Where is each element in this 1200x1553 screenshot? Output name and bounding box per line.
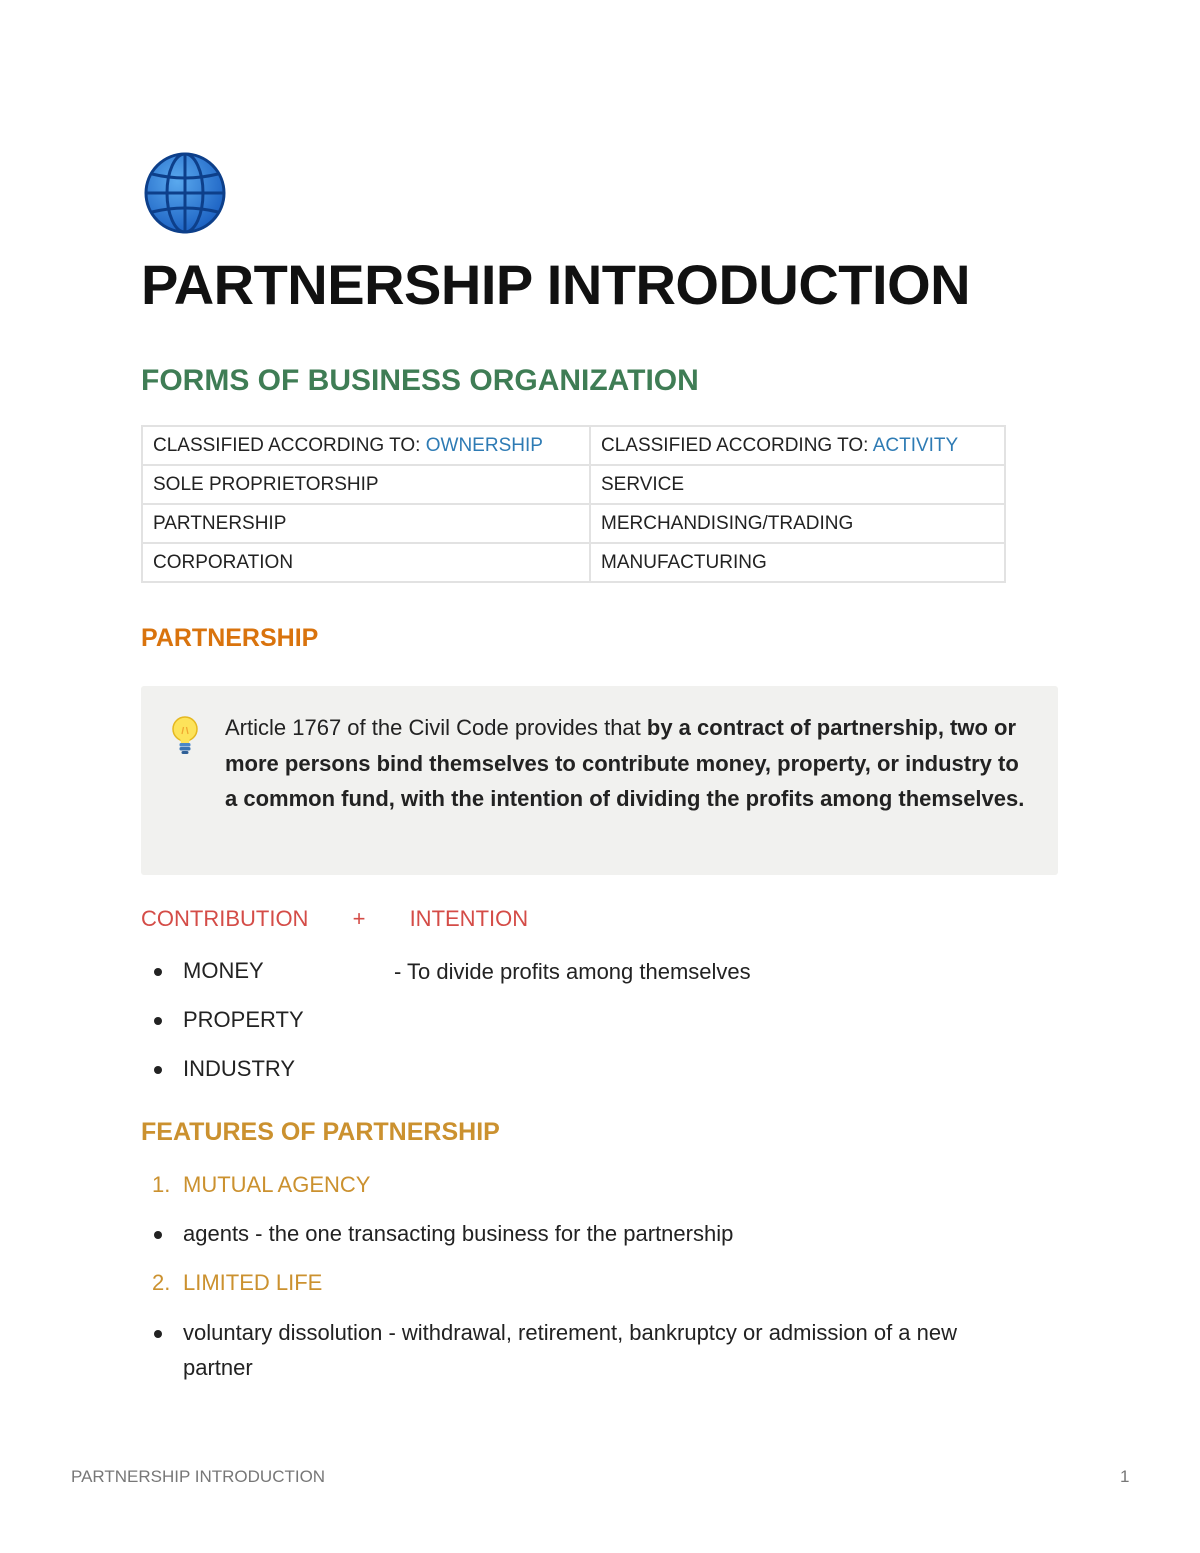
list-item: agents - the one transacting business for the partnership <box>154 1216 733 1251</box>
features-heading: FEATURES OF PARTNERSHIP <box>141 1118 500 1146</box>
forms-heading: FORMS OF BUSINESS ORGANIZATION <box>141 364 699 397</box>
table-cell: PARTNERSHIP <box>142 504 590 543</box>
contribution-list <box>154 953 304 1086</box>
footer-title: PARTNERSHIP INTRODUCTION <box>71 1467 326 1486</box>
lightbulb-icon <box>171 716 199 756</box>
formula-plus: + <box>352 906 366 931</box>
globe-icon <box>144 152 226 234</box>
table-header-cell: CLASSIFIED ACCORDING TO: OWNERSHIP <box>142 426 590 465</box>
list-item: MONEY <box>154 953 304 988</box>
table-cell: SERVICE <box>590 465 1005 504</box>
feature-item <box>152 1172 370 1198</box>
table-header-cell: CLASSIFIED ACCORDING TO: ACTIVITY <box>590 426 1005 465</box>
feature-number: 2. <box>152 1270 171 1295</box>
highlight-text: OWNERSHIP <box>425 434 543 456</box>
table-row <box>142 465 1005 504</box>
partnership-heading: PARTNERSHIP <box>141 624 319 652</box>
formula-intention: INTENTION <box>409 906 529 931</box>
table-header-row <box>142 426 1005 465</box>
table-cell: SOLE PROPRIETORSHIP <box>142 465 590 504</box>
feature-label: MUTUAL AGENCY <box>183 1172 371 1197</box>
table-row <box>142 543 1005 582</box>
list-item: INDUSTRY <box>154 1051 304 1086</box>
feature-number: 1. <box>152 1172 171 1197</box>
intention-note: - To divide profits among themselves <box>394 959 751 984</box>
list-item: PROPERTY <box>154 1002 304 1037</box>
contribution-intention-formula <box>141 906 528 932</box>
definition-callout <box>141 686 1058 875</box>
table-cell: MERCHANDISING/TRADING <box>590 504 1005 543</box>
callout-bold-text: by a contract of partnership, two or more persons bind themselves to contribute money, property, or industry to a common fund, with the intention of dividing the profits among themselves. <box>225 715 1025 811</box>
callout-text: Article 1767 of the Civil Code provides that by a contract of partnership, two or more persons bind themselves to contribute money, property, or industry to a common fund, with the intention of dividing the profits among themselves. <box>225 715 1025 811</box>
feature-label: LIMITED LIFE <box>183 1270 323 1295</box>
feature-bullets <box>154 1315 957 1385</box>
page-number: 1 <box>1120 1467 1130 1486</box>
table-cell: CORPORATION <box>142 543 590 582</box>
business-forms-table <box>141 425 1006 583</box>
table-row <box>142 504 1005 543</box>
list-item: voluntary dissolution - withdrawal, retirement, bankruptcy or admission of a new partner <box>154 1315 957 1385</box>
feature-item <box>152 1270 322 1296</box>
formula-contribution: CONTRIBUTION <box>141 906 309 931</box>
page-title: PARTNERSHIP INTRODUCTION <box>141 253 971 316</box>
feature-bullets <box>154 1216 733 1251</box>
highlight-text: ACTIVITY <box>872 434 959 456</box>
table-cell: MANUFACTURING <box>590 543 1005 582</box>
